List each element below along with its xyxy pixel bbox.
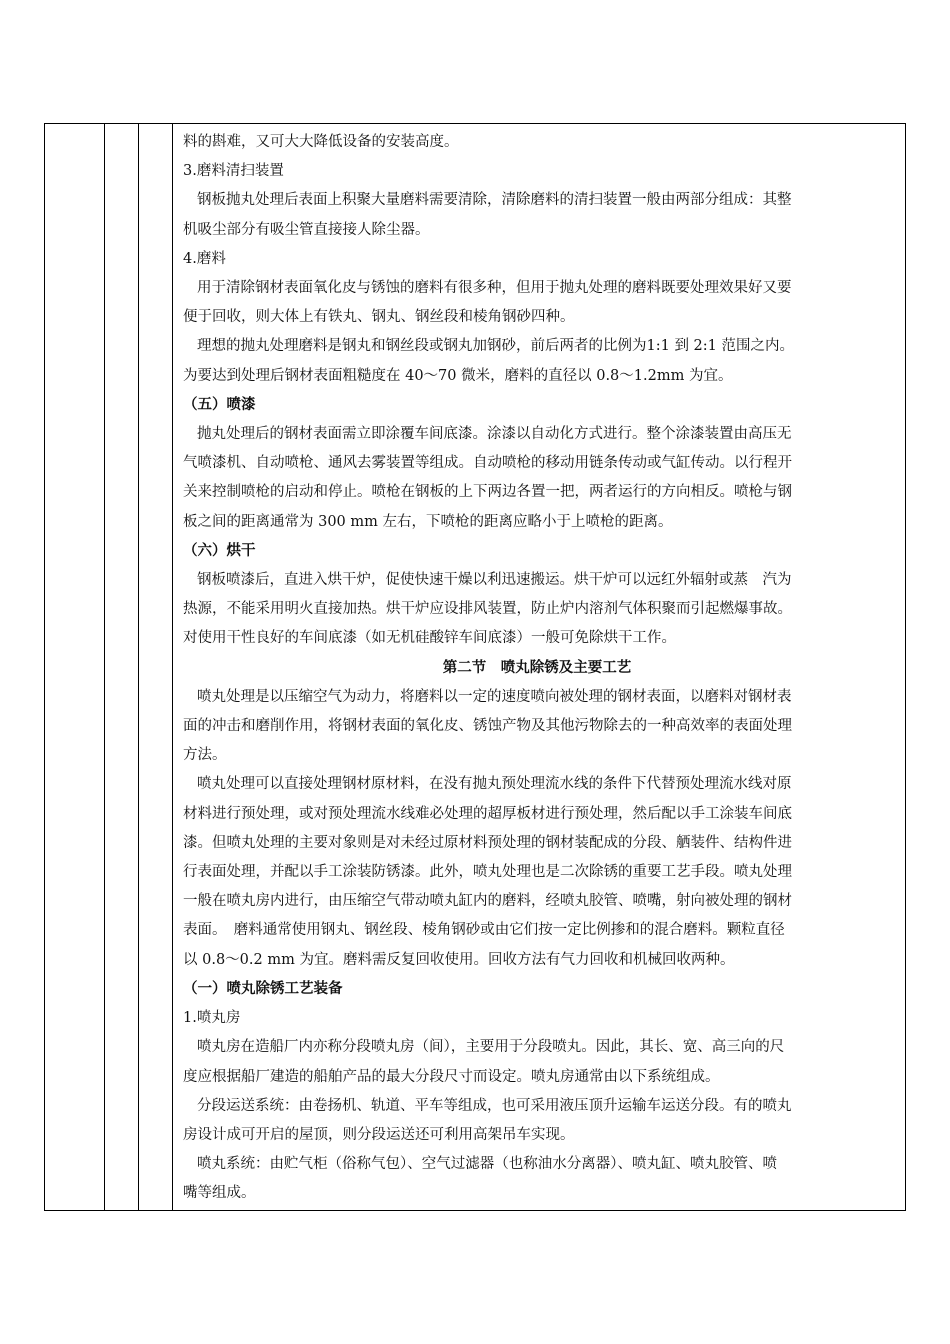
paragraph-line: 便于回收，则大体上有铁丸、钢丸、钢丝段和棱角钢砂四种。 — [183, 309, 575, 326]
subheading: 1.喷丸房 — [183, 1010, 241, 1027]
content-cell — [173, 124, 905, 1210]
paragraph-line: 房设计成可开启的屋顶，则分段运送还可利用高架吊车实现。 — [183, 1126, 575, 1143]
paragraph-line: 料的斟难，又可大大降低设备的安装高度。 — [183, 134, 459, 150]
chapter-heading: 第二节 喷丸除锈及主要工艺 — [442, 659, 632, 676]
paragraph-line: 材料进行预处理，或对预处理流水线难必处理的超厚板材进行预处理，然后配以手工涂装车间底 — [183, 805, 792, 822]
paragraph-line: 度应根据船厂建造的船舶产品的最大分段尺寸而设定。喷丸房通常由以下系统组成。 — [183, 1068, 720, 1085]
paragraph-line: 方法。 — [183, 747, 227, 764]
paragraph-line: 热源，不能采用明火直接加热。烘干炉应设排风装置，防止炉内溶剂气体积聚而引起燃爆事故。 — [183, 601, 792, 618]
paragraph-line: 机吸尘部分有吸尘管直接接人除尘器。 — [183, 221, 430, 238]
paragraph-line: 表面。 磨料通常使用钢丸、钢丝段、棱角钢砂或由它们按一定比例掺和的混合磨料。颗粒直径 — [183, 922, 785, 939]
paragraph-line: 抛丸处理后的钢材表面需立即涂覆车间底漆。涂漆以自动化方式进行。整个涂漆装置由高压无 — [197, 426, 792, 443]
table-frame — [44, 123, 906, 1211]
paragraph-line: 为要达到处理后钢材表面粗糙度在 40～70 微米，磨料的直径以 0.8～1.2mm 为宜。 — [183, 367, 733, 384]
section-heading: （一）喷丸除锈工艺装备 — [183, 980, 343, 997]
paragraph-line: 关来控制喷枪的启动和停止。喷枪在钢板的上下两边各置一把，两者运行的方向相反。喷枪与钢 — [183, 484, 792, 501]
column-divider — [138, 124, 139, 1210]
paragraph-line: 一般在喷丸房内进行，由压缩空气带动喷丸缸内的磨料，经喷丸胶管、喷嘴，射向被处理的钢材 — [183, 893, 792, 910]
paragraph-line: 喷丸系统：由贮气柜（俗称气包）、空气过滤器（也称油水分离器）、喷丸缸、喷丸胶管、喷 — [197, 1156, 777, 1173]
paragraph-line: 以 0.8～0.2 mm 为宜。磨料需反复回收使用。回收方法有气力回收和机械回收两种。 — [183, 951, 735, 968]
paragraph-line: 漆。但喷丸处理的主要对象则是对未经过原材料预处理的钢材装配成的分段、舾装件、结构件进 — [183, 834, 792, 851]
paragraph-line: 理想的抛丸处理磨料是钢丸和钢丝段或钢丸加钢砂，前后两者的比例为1:1 到 2:1 范围之内。 — [197, 338, 794, 355]
paragraph-line: 板之间的距离通常为 300 mm 左右，下喷枪的距离应略小于上喷枪的距离。 — [183, 513, 673, 530]
paragraph-line: 分段运送系统：由卷扬机、轨道、平车等组成，也可采用液压顶升运输车运送分段。有的喷丸 — [197, 1097, 792, 1114]
subheading: 3.磨料清扫装置 — [183, 163, 284, 180]
paragraph-line: 喷丸房在造船厂内亦称分段喷丸房（间），主要用于分段喷丸。因此，其长、宽、高三向的尺 — [197, 1039, 785, 1056]
paragraph-line: 钢板抛丸处理后表面上积聚大量磨料需要清除，清除磨料的清扫装置一般由两部分组成：其整 — [197, 192, 792, 209]
column-divider — [104, 124, 105, 1210]
paragraph-line: 面的冲击和磨削作用，将钢材表面的氧化皮、锈蚀产物及其他污物除去的一种高效率的表面处理 — [183, 718, 792, 735]
section-heading: （五）喷漆 — [183, 396, 256, 413]
paragraph-line: 用于清除钢材表面氧化皮与锈蚀的磨料有很多种，但用于抛丸处理的磨料既要处理效果好又要 — [197, 280, 792, 297]
subheading: 4.磨料 — [183, 250, 226, 267]
paragraph-line: 喷丸处理可以直接处理钢材原材料，在没有抛丸预处理流水线的条件下代替预处理流水线对原 — [197, 776, 792, 793]
paragraph-line: 对使用干性良好的车间底漆（如无机硅酸锌车间底漆）一般可免除烘干工作。 — [183, 630, 676, 647]
paragraph-line: 喷丸处理是以压缩空气为动力，将磨料以一定的速度喷向被处理的钢材表面，以磨料对钢材表 — [197, 688, 792, 705]
paragraph-line: 嘴等组成。 — [183, 1185, 256, 1202]
section-heading: （六）烘干 — [183, 542, 256, 559]
paragraph-line: 钢板喷漆后，直进入烘干炉，促使快速干燥以利迅速搬运。烘干炉可以远红外辐射或蒸 汽为 — [197, 572, 792, 589]
paragraph-line: 气喷漆机、自动喷枪、通风去雾装置等组成。自动喷枪的移动用链条传动或气缸传动。以行程开 — [183, 455, 792, 472]
paragraph-line: 行表面处理，并配以手工涂装防锈漆。此外，喷丸处理也是二次除锈的重要工艺手段。喷丸处理 — [183, 864, 792, 881]
